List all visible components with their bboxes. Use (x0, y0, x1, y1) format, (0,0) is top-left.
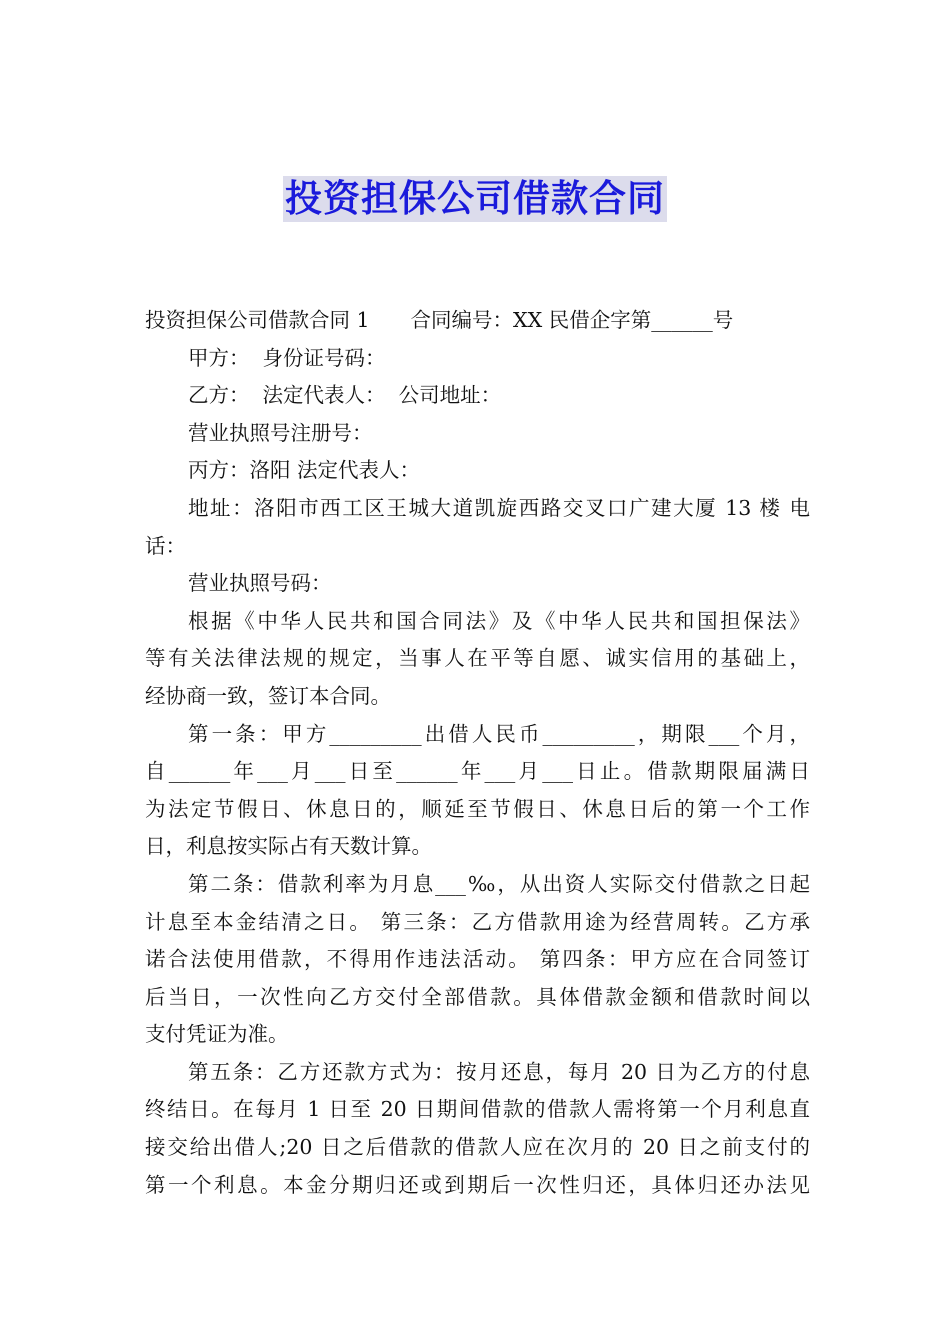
text-line: 日，利息按实际占有天数计算。 (145, 834, 432, 859)
text-line: 自______年___月___日至______年___月___日止。借款期限届满日 (145, 759, 810, 784)
text-line: 营业执照号码： (188, 571, 332, 596)
text-line: 等有关法律法规的规定，当事人在平等自愿、诚实信用的基础上， (145, 646, 810, 671)
text-line: 接交给出借人;20 日之后借款的借款人应在次月的 20 日之前支付的 (145, 1135, 810, 1160)
text-line: 第一个利息。本金分期归还或到期后一次性归还，具体归还办法见 (145, 1172, 810, 1197)
document-title: 投资担保公司借款合同 (285, 177, 665, 220)
text-line: 地址：洛阳市西工区王城大道凯旋西路交叉口广建大厦 13 楼 电 (188, 495, 810, 520)
text-line: 根据《中华人民共和国合同法》及《中华人民共和国担保法》 (188, 608, 810, 633)
title-container (0, 176, 950, 222)
text-line: 第五条：乙方还款方式为：按月还息，每月 20 日为乙方的付息 (188, 1059, 810, 1084)
text-line: 经协商一致，签订本合同。 (145, 683, 391, 708)
text-line: 话： (145, 533, 186, 558)
text-line: 丙方：洛阳 法定代表人： (188, 458, 421, 483)
text-line: 支付凭证为准。 (145, 1022, 289, 1047)
text-line: 诺合法使用借款，不得用作违法活动。 第四条：甲方应在合同签订 (145, 947, 810, 972)
text-line: 计息至本金结清之日。 第三条：乙方借款用途为经营周转。乙方承 (145, 909, 810, 934)
text-line: 乙方： 法定代表人： 公司地址： (188, 383, 502, 408)
text-line: 为法定节假日、休息日的，顺延至节假日、休息日后的第一个工作 (145, 796, 810, 821)
text-line: 第二条：借款利率为月息___‰，从出资人实际交付借款之日起 (188, 871, 810, 896)
text-line: 营业执照号注册号： (188, 420, 373, 445)
text-line: 终结日。在每月 1 日至 20 日期间借款的借款人需将第一个月利息直 (145, 1097, 810, 1122)
text-line: 甲方： 身份证号码： (188, 345, 386, 370)
document-body (145, 302, 810, 1204)
text-line: 第一条：甲方_________出借人民币_________，期限___个月， (188, 721, 810, 746)
text-line: 后当日，一次性向乙方交付全部借款。具体借款金额和借款时间以 (145, 984, 810, 1009)
text-line: 投资担保公司借款合同 1 合同编号：XX 民借企字第______号 (145, 308, 734, 332)
